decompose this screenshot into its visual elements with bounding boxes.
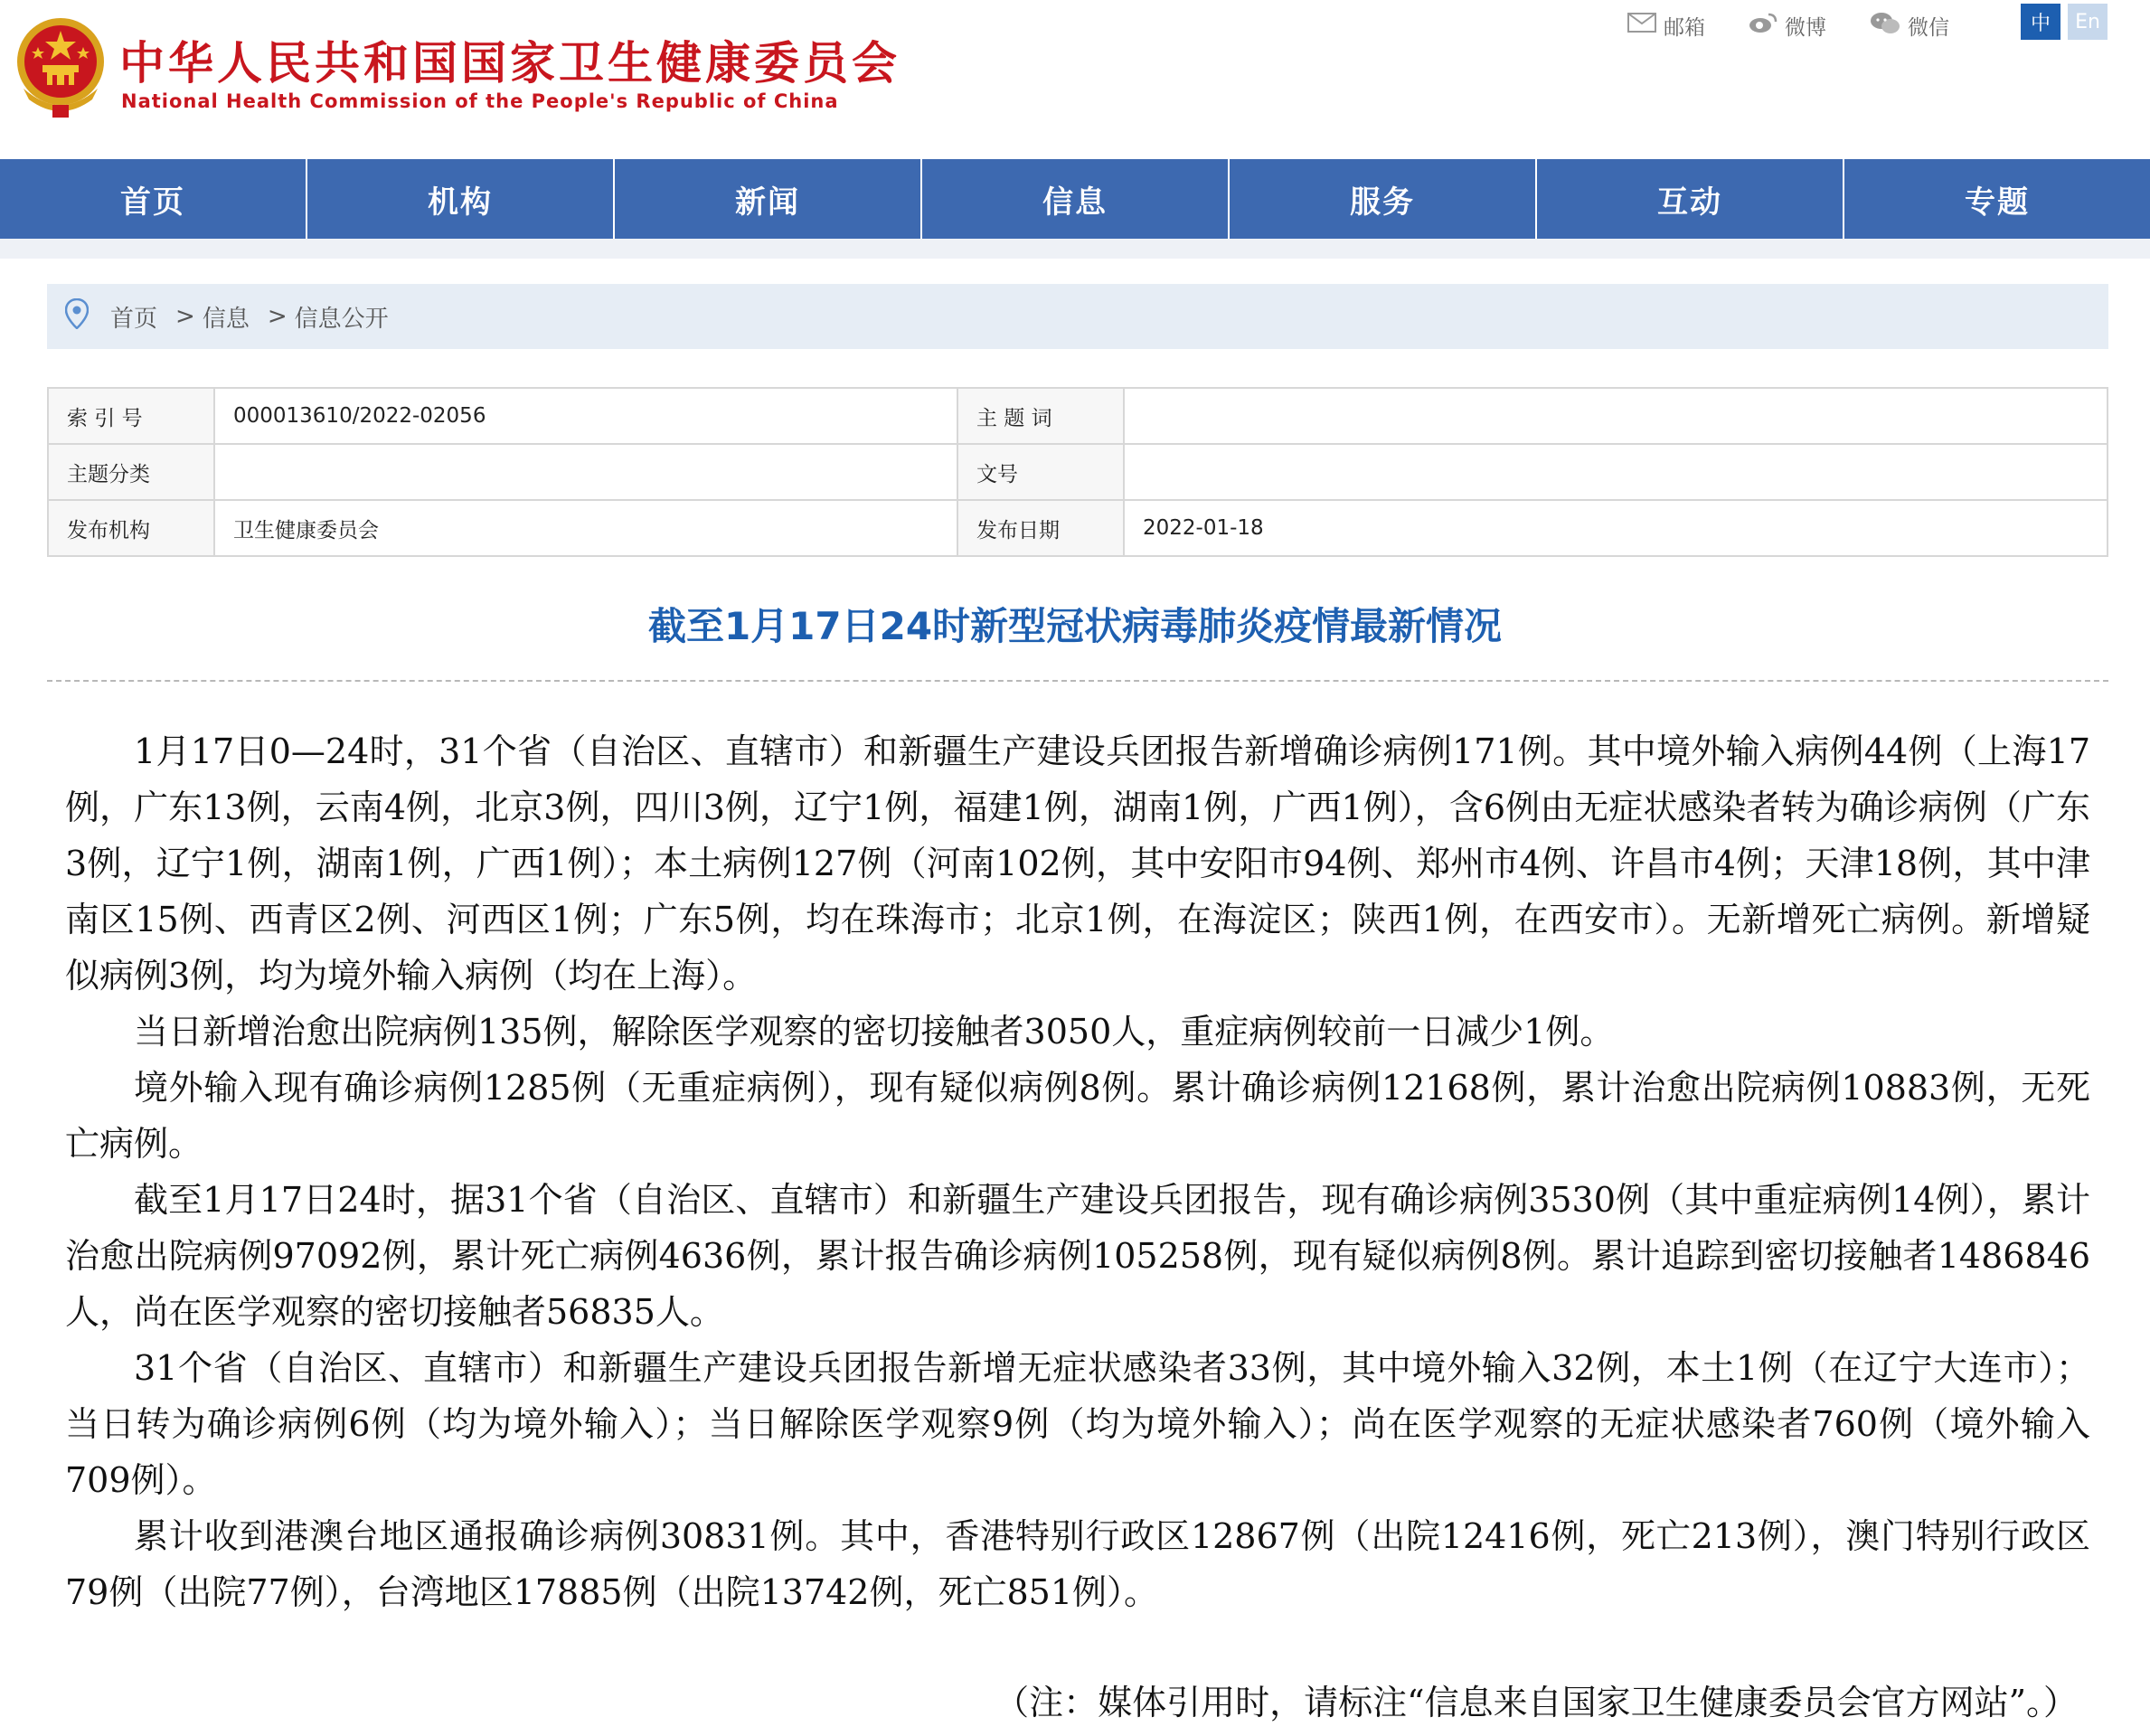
document-number-value — [1124, 444, 2108, 500]
article-paragraph: 累计收到港澳台地区通报确诊病例30831例。其中，香港特别行政区12867例（出院12416例，死亡213例），澳门特别行政区79例（出院77例），台湾地区17885例（出院13742例，死亡851例）。 — [65, 1516, 2090, 1612]
nav-information[interactable]: 信息 — [922, 159, 1230, 239]
table-row — [48, 500, 2108, 556]
table-row — [48, 444, 2108, 500]
site-title-cn[interactable]: 中华人民共和国国家卫生健康委员会 — [119, 37, 901, 90]
national-emblem-icon[interactable] — [13, 14, 108, 123]
breadcrumb-disclosure[interactable]: 信息公开 — [294, 305, 389, 333]
publish-date-label: 发布日期 — [957, 500, 1124, 556]
article-paragraph: 1月17日0—24时，31个省（自治区、直辖市）和新疆生产建设兵团报告新增确诊病例171例。其中境外输入病例44例（上海17例，广东13例，云南4例，北京3例，四川3例，辽宁1例，福建1例，湖南1例，广西1例），含6例由无症状感染者转为确诊病例（广东3例，辽宁1例，湖南1例，广西1例）；本土病例127例（河南102例，其中安阳市94例、郑州市4例、许昌市4例；天津18例，其中津南区15例、西青区2例、河西区1例；广东5例，均在珠海市；北京1例，在海淀区；陕西1例，在西安市）。无新增死亡病例。新增疑似病例3例，均为境外输入病例（均在上海）。 — [65, 731, 2090, 995]
breadcrumb — [47, 284, 2108, 349]
document-number-label: 文号 — [957, 444, 1124, 500]
table-row — [48, 388, 2108, 444]
mail-label: 邮箱 — [1664, 15, 1705, 40]
nav-sub-band — [0, 239, 2150, 259]
title-divider — [47, 680, 2108, 682]
publish-date-value: 2022-01-18 — [1124, 500, 2108, 556]
index-number-value: 000013610/2022-02056 — [214, 388, 957, 444]
lang-en-button[interactable]: En — [2068, 4, 2108, 40]
lang-cn-button[interactable]: 中 — [2021, 4, 2060, 40]
wechat-label: 微信 — [1908, 15, 1949, 40]
nav-interaction[interactable]: 互动 — [1537, 159, 1844, 239]
wechat-icon — [1870, 11, 1908, 40]
article-title: 截至1月17日24时新型冠状病毒肺炎疫情最新情况 — [647, 604, 1503, 648]
breadcrumb-separator: > — [267, 303, 288, 330]
location-pin-icon — [65, 298, 89, 335]
nav-topics[interactable]: 专题 — [1965, 184, 2030, 221]
subject-word-value — [1124, 388, 2108, 444]
citation-note: （注：媒体引用时，请标注“信息来自国家卫生健康委员会官方网站”。） — [995, 1683, 2078, 1722]
breadcrumb-separator: > — [175, 303, 195, 330]
mail-icon — [1627, 13, 1664, 38]
publisher-value: 卫生健康委员会 — [214, 500, 957, 556]
article-paragraph: 当日新增治愈出院病例135例，解除医学观察的密切接触者3050人，重症病例较前一日减少1例。 — [134, 1012, 1615, 1052]
main-nav — [0, 159, 2150, 239]
publisher-label: 发布机构 — [48, 500, 214, 556]
index-number-label: 索 引 号 — [48, 388, 214, 444]
category-value — [214, 444, 957, 500]
breadcrumb-information[interactable]: 信息 — [202, 305, 250, 333]
wechat-link[interactable] — [1870, 11, 1949, 41]
site-title-en[interactable]: National Health Commission of the People's Republic of China — [121, 90, 839, 112]
weibo-icon — [1749, 11, 1785, 40]
document-meta-table — [47, 387, 2108, 557]
nav-services[interactable]: 服务 — [1230, 159, 1537, 239]
article-paragraph: 截至1月17日24时，据31个省（自治区、直辖市）和新疆生产建设兵团报告，现有确诊病例3530例（其中重症病例14例），累计治愈出院病例97092例，累计死亡病例4636例，累计报告确诊病例105258例，现有疑似病例8例。累计追踪到密切接触者1486846人，尚在医学观察的密切接触者56835人。 — [65, 1180, 2090, 1332]
nav-institutions[interactable]: 机构 — [307, 159, 615, 239]
weibo-link[interactable] — [1749, 11, 1826, 41]
nav-home[interactable]: 首页 — [0, 159, 307, 239]
article-paragraph: 31个省（自治区、直辖市）和新疆生产建设兵团报告新增无症状感染者33例，其中境外输入32例，本土1例（在辽宁大连市）；当日转为确诊病例6例（均为境外输入）；当日解除医学观察9例（均为境外输入）；尚在医学观察的无症状感染者760例（境外输入709例）。 — [65, 1348, 2090, 1500]
breadcrumb-home[interactable]: 首页 — [110, 305, 158, 333]
mail-link[interactable] — [1627, 11, 1705, 41]
header-tools — [1627, 7, 1993, 43]
site-header — [0, 0, 2150, 158]
subject-word-label: 主 题 词 — [957, 388, 1124, 444]
weibo-label: 微博 — [1785, 15, 1826, 40]
article-paragraph: 境外输入现有确诊病例1285例（无重症病例），现有疑似病例8例。累计确诊病例12168例，累计治愈出院病例10883例，无死亡病例。 — [65, 1068, 2090, 1164]
category-label: 主题分类 — [48, 444, 214, 500]
nav-news[interactable]: 新闻 — [615, 159, 922, 239]
article-body — [65, 723, 2090, 1620]
